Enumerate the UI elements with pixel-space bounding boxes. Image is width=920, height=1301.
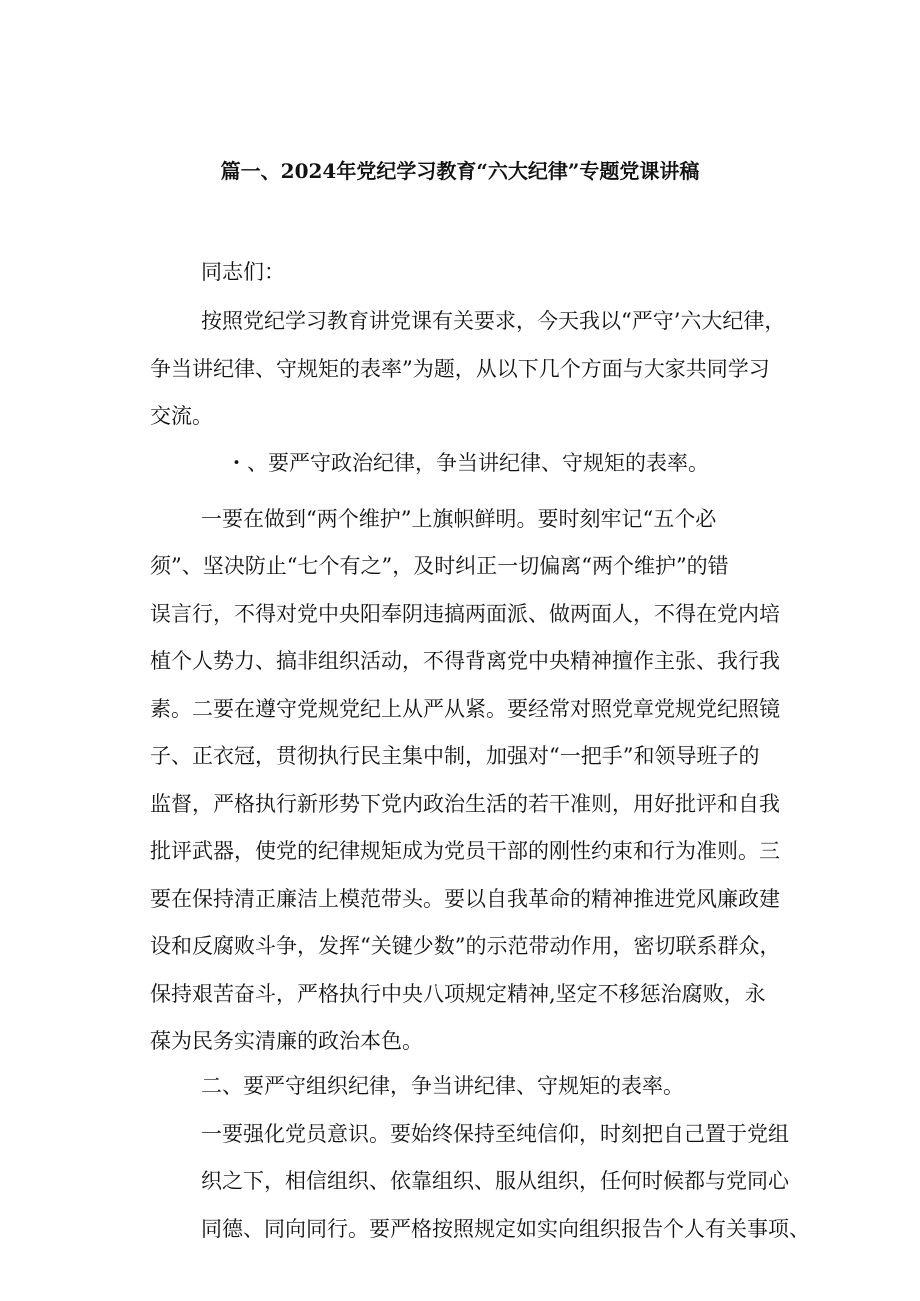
section-1-line-4: 植个人势力、搞非组织活动，不得背离党中央精神擅作主张、我行我 — [150, 649, 780, 673]
intro-line-3: 交流。 — [150, 404, 213, 428]
section-1-line-9: 要在保持清正廉洁上模范带头。要以自我革命的精神推进党风廉政建 — [150, 887, 780, 911]
section-1-line-10: 设和反腐败斗争，发挥“关键少数”的示范带动作用，密切联系群众， — [150, 934, 781, 958]
salutation: 同志们： — [201, 260, 285, 284]
section-1-line-3: 误言行，不得对党中央阳奉阴违搞两面派、做两面人，不得在党内培 — [150, 602, 780, 626]
intro-line-2: 争当讲纪律、守规矩的表率”为题，从以下几个方面与大家共同学习 — [150, 357, 770, 381]
section-1-line-12: 葆为民务实清廉的政治本色。 — [150, 1029, 423, 1053]
section-2-heading: 二、要严守组织纪律，争当讲纪律、守规矩的表率。 — [201, 1074, 684, 1098]
section-2-line-1: 一要强化党员意识。要始终保持至纯信仰，时刻把自己置于党组 — [201, 1122, 789, 1146]
document-title: 篇一、2024年党纪学习教育“六大纪律”专题党课讲稿 — [220, 159, 700, 183]
section-1-line-6: 子、正衣冠，贯彻执行民主集中制，加强对“一把手”和领导班子的 — [150, 744, 760, 768]
section-1-line-1: 一要在做到“两个维护”上旗帜鲜明。要时刻牢记“五个必 — [201, 507, 717, 531]
section-1-line-8: 批评武器，使党的纪律规矩成为党员干部的刚性约束和行为准则。三 — [150, 839, 780, 863]
section-2-line-2: 织之下，相信组织、依靠组织、服从组织，任何时候都与党同心 — [201, 1169, 789, 1193]
section-1-heading: ・、要严守政治纪律，争当讲纪律、守规矩的表率。 — [226, 451, 709, 475]
intro-line-1: 按照党纪学习教育讲党课有关要求，今天我以“严守’六大纪律， — [201, 309, 786, 333]
section-1-line-7: 监督，严格执行新形势下党内政治生活的若干准则，用好批评和自我 — [150, 792, 780, 816]
section-1-line-2: 须”、坚决防止“七个有之”，及时纠正一切偏离“两个维护”的错 — [150, 554, 729, 578]
section-1-line-11: 保持艰苦奋斗，严格执行中央八项规定精神,坚定不移惩治腐败，永 — [150, 982, 766, 1006]
section-1-line-5: 素。二要在遵守党规党纪上从严从紧。要经常对照党章党规党纪照镜 — [150, 697, 780, 721]
section-2-line-3: 同德、同向同行。要严格按照规定如实向组织报告个人有关事项、 — [201, 1217, 810, 1241]
